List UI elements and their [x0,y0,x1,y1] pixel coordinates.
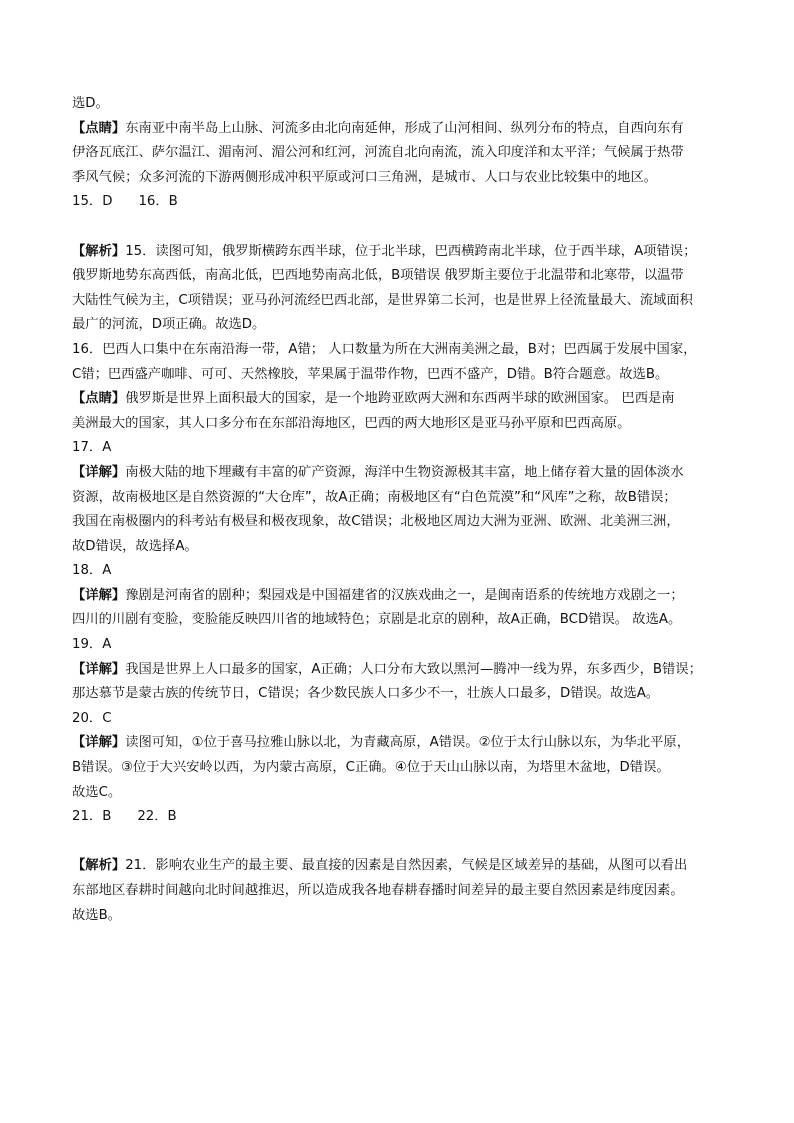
blank-line [72,830,724,855]
answer: 15．D [72,194,113,210]
text-line: 大陆性气候为主，C项错误；亚马孙河流经巴西北部，是世界第二长河，也是世界上径流量最大、流域面积 [72,292,693,308]
answer: 22．B [137,809,177,825]
text-line: 我国在南极圈内的科考站有极昼和极夜现象，故C错误；北极地区周边大洲为亚洲、欧洲、北美洲三洲， [72,514,680,530]
section-tag: 【详解】 [72,464,126,480]
blank-line [72,215,724,240]
text-line: 东部地区春耕时间越向北时间越推迟，所以造成我各地春耕春播时间差异的最主要自然因素是纬度因素。 [72,883,684,898]
text-line: 美洲最大的国家，其人口多分布在东部沿海地区，巴西的两大地形区是亚马孙平原和巴西高原。 [72,415,631,431]
text-line: 故D错误，故选择A。 [72,538,198,554]
section-tag: 【详解】 [72,735,126,751]
section-tag: 【详解】 [72,587,126,603]
section-tag: 【解析】 [72,243,126,259]
answer-line [72,190,724,215]
text-line: 四川的川剧有变脸，变脸能反映四川省的地域特色；京剧是北京的剧种，故A正确，BCD错误。 故选A。 [72,612,682,628]
answer-line: 17．A [72,440,112,456]
text-line: 资源，故南极地区是自然资源的“大仓库”，故A正确；南极地区有“白色荒漠”和“风库”之称，故B错误； [72,489,677,505]
text-line: 【点睛】俄罗斯是世界上面积最大的国家，是一个地跨亚欧两大洲和东西两半球的欧洲国家。 巴西是南 [72,391,675,407]
answer-line: 19．A [72,637,112,653]
text-line: 选D。 [72,96,109,111]
text-line: B错误。③位于大兴安岭以西，为内蒙古高原，C正确。④位于天山山脉以南，为塔里木盆地，D错误。 [72,760,670,776]
text-line: 故选B。 [72,907,122,923]
text-line: 最广的河流，D项正确。故选D。 [72,317,266,333]
section-tag: 【解析】 [72,858,126,874]
text-line: 【详解】读图可知，①位于喜马拉雅山脉以北，为青藏高原，A错误。②位于太行山脉以东，为华北平原， [72,735,690,751]
text-line: 【点睛】东南亚中南半岛上山脉、河流多由北向南延伸，形成了山河相间、纵列分布的特点，自西向东有 [72,120,684,136]
text-line: C错；巴西盛产咖啡、可可、天然橡胶，苹果属于温带作物，巴西不盛产，D错。B符合题意。故选B。 [72,366,669,382]
document-page [72,92,724,928]
section-tag: 【详解】 [72,661,126,677]
answer-line [72,805,724,830]
text-line: 故选C。 [72,784,122,800]
text-line: 那达慕节是蒙古族的传统节日，C错误；各少数民族人口多少不一，壮族人口最多，D错误。故选A。 [72,686,660,702]
answer-line: 20．C [72,710,112,726]
answer-line: 18．A [72,563,112,579]
text-line: 俄罗斯地势东高西低，南高北低，巴西地势南高北低，B项错误 俄罗斯主要位于北温带和北寒带，以温带 [72,268,684,284]
answer: 21．B [72,809,112,825]
text-line: 伊洛瓦底江、萨尔温江、湄南河、湄公河和红河，河流自北向南流，流入印度洋和太平洋；气候属于热带 [72,145,684,161]
text-line: 【详解】我国是世界上人口最多的国家，A正确；人口分布大致以黑河—腾冲一线为界，东多西少，B错误； [72,661,702,677]
text-line: 【详解】南极大陆的地下埋藏有丰富的矿产资源，海洋中生物资源极其丰富，地上储存着大量的固体淡水 [72,464,684,480]
text-line: 【解析】21．影响农业生产的最主要、最直接的因素是自然因素，气候是区域差异的基础，从图可以看出 [72,858,688,874]
section-tag: 【点睛】 [72,120,126,136]
answer: 16．B [138,194,178,210]
text-line: 【解析】15．读图可知，俄罗斯横跨东西半球，位于北半球，巴西横跨南北半球，位于西半球，A项错误； [72,243,697,259]
text-line: 16．巴西人口集中在东南沿海一带，A错； 人口数量为所在大洲南美洲之最，B对；巴西属于发展中国家， [72,341,697,357]
text-line: 季风气候；众多河流的下游两侧形成冲积平原或河口三角洲，是城市、人口与农业比较集中的地区。 [72,169,658,185]
section-tag: 【点睛】 [72,391,126,407]
text-line: 【详解】豫剧是河南省的剧种；梨园戏是中国福建省的汉族戏曲之一，是闽南语系的传统地方戏剧之一； [72,587,684,603]
